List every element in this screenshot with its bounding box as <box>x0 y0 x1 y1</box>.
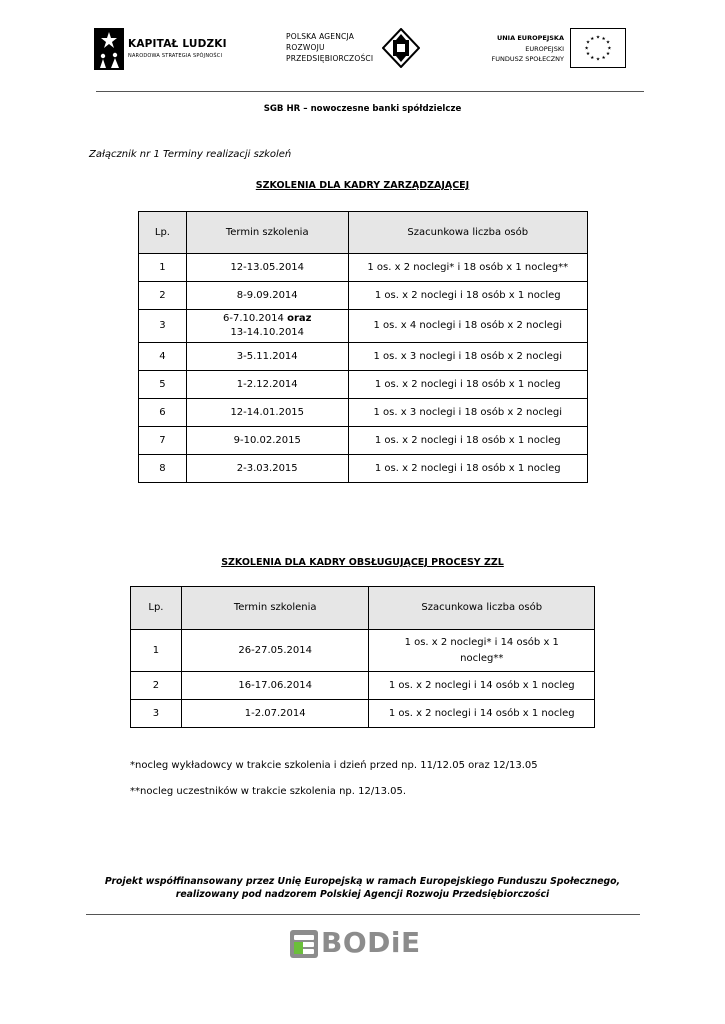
table-row <box>131 630 595 672</box>
column-header: Termin szkolenia <box>181 587 369 630</box>
training-date: 1-2.12.2014 <box>186 371 348 399</box>
section1-table <box>138 211 588 483</box>
column-header: Szacunkowa liczba osób <box>369 587 595 630</box>
training-date: 3-5.11.2014 <box>186 343 348 371</box>
participants <box>369 630 595 672</box>
row-number: 1 <box>139 254 187 282</box>
footnote: *nocleg wykładowcy w trakcie szkolenia i dzień przed np. 11/12.05 oraz 12/13.05 <box>130 760 538 771</box>
svg-text:★: ★ <box>601 55 606 61</box>
participants: 1 os. x 3 noclegi i 18 osób x 2 noclegi <box>348 399 587 427</box>
participants-line: 1 os. x 2 noclegi* i 14 osób x 1 <box>404 636 559 648</box>
svg-text:★: ★ <box>595 35 601 41</box>
section1-heading: SZKOLENIA DLA KADRY ZARZĄDZAJĄCEJ <box>255 180 470 191</box>
footer-text <box>0 876 725 901</box>
training-date: 1-2.07.2014 <box>181 700 369 728</box>
footer-line: realizowany pod nadzorem Polskiej Agencji Rozwoju Przedsiębiorczości <box>175 888 550 900</box>
parp-name <box>286 31 373 64</box>
row-number: 2 <box>131 672 182 700</box>
table-row <box>139 254 588 282</box>
svg-text:★: ★ <box>595 57 601 63</box>
row-number: 6 <box>139 399 187 427</box>
participants: 1 os. x 2 noclegi i 14 osób x 1 nocleg <box>369 672 595 700</box>
svg-text:★: ★ <box>607 46 612 52</box>
training-date <box>186 310 348 343</box>
parp-line: POLSKA AGENCJA <box>286 32 355 41</box>
row-number: 3 <box>131 700 182 728</box>
eu-logo <box>470 28 626 70</box>
eu-flag-icon <box>570 28 626 68</box>
row-number: 3 <box>139 310 187 343</box>
table-header-row <box>131 587 595 630</box>
bodie-logo <box>290 926 440 961</box>
training-date: 12-13.05.2014 <box>186 254 348 282</box>
section2-heading: SZKOLENIA DLA KADRY OBSŁUGUJĄCEJ PROCESY ZZL <box>221 557 504 568</box>
training-date: 9-10.02.2015 <box>186 427 348 455</box>
participants: 1 os. x 2 noclegi i 14 osób x 1 nocleg <box>369 700 595 728</box>
column-header: Lp. <box>131 587 182 630</box>
participants: 1 os. x 2 noclegi i 18 osób x 1 nocleg <box>348 371 587 399</box>
table-row <box>139 455 588 483</box>
svg-text:★: ★ <box>584 46 589 52</box>
table-row <box>131 700 595 728</box>
column-header: Lp. <box>139 212 187 254</box>
svg-text:★: ★ <box>590 55 595 61</box>
table-row <box>139 399 588 427</box>
bodie-wordmark: BODiE <box>321 926 421 959</box>
row-number: 8 <box>139 455 187 483</box>
table-row <box>139 427 588 455</box>
participants: 1 os. x 3 noclegi i 18 osób x 2 noclegi <box>348 343 587 371</box>
bodie-emblem-icon <box>290 930 318 958</box>
svg-text:★: ★ <box>605 40 611 46</box>
kapital-ludzki-subtitle: NARODOWA STRATEGIA SPÓJNOŚCI <box>128 53 223 59</box>
annex-title: Załącznik nr 1 Terminy realizacji szkoleń <box>89 149 292 160</box>
table-row <box>139 282 588 310</box>
parp-line: ROZWOJU <box>286 43 325 52</box>
svg-text:★: ★ <box>585 40 591 46</box>
parp-logo <box>286 28 422 70</box>
training-date: 8-9.09.2014 <box>186 282 348 310</box>
date-part: 13-14.10.2014 <box>230 327 305 338</box>
training-date: 16-17.06.2014 <box>181 672 369 700</box>
eu-name <box>491 33 564 65</box>
row-number: 4 <box>139 343 187 371</box>
table-row <box>139 310 588 343</box>
training-date: 2-3.03.2015 <box>186 455 348 483</box>
footer-divider <box>86 914 640 915</box>
parp-line: PRZEDSIĘBIORCZOŚCI <box>286 54 374 63</box>
table-row <box>139 343 588 371</box>
section2-table <box>130 586 595 728</box>
table-row <box>131 672 595 700</box>
eu-line: EUROPEJSKI <box>525 44 564 53</box>
date-conjunction: oraz <box>287 313 312 324</box>
kapital-ludzki-title: KAPITAŁ LUDZKI <box>128 38 227 50</box>
kapital-ludzki-logo <box>94 28 227 70</box>
row-number: 2 <box>139 282 187 310</box>
footnote: **nocleg uczestników w trakcie szkolenia np. 12/13.05. <box>130 786 407 797</box>
participants: 1 os. x 2 noclegi i 18 osób x 1 nocleg <box>348 427 587 455</box>
footer-line: Projekt współfinansowany przez Unię Europejską w ramach Europejskiego Funduszu Społecznego, <box>104 876 621 887</box>
parp-emblem-icon <box>382 28 420 68</box>
participants: 1 os. x 4 noclegi i 18 osób x 2 noclegi <box>348 310 587 343</box>
participants-line: nocleg** <box>460 652 504 664</box>
eu-line: FUNDUSZ SPOŁECZNY <box>491 55 564 63</box>
training-date: 12-14.01.2015 <box>186 399 348 427</box>
eu-line: UNIA EUROPEJSKA <box>496 34 564 42</box>
row-number: 7 <box>139 427 187 455</box>
participants: 1 os. x 2 noclegi i 18 osób x 1 nocleg <box>348 282 587 310</box>
column-header: Szacunkowa liczba osób <box>348 212 587 254</box>
svg-text:★: ★ <box>605 52 611 58</box>
table-row <box>139 371 588 399</box>
table-header-row <box>139 212 588 254</box>
training-date: 26-27.05.2014 <box>181 630 369 672</box>
row-number: 5 <box>139 371 187 399</box>
header-divider <box>96 91 644 92</box>
row-number: 1 <box>131 630 182 672</box>
svg-text:★: ★ <box>585 52 591 58</box>
kapital-ludzki-emblem-icon <box>94 28 124 70</box>
document-title: SGB HR – nowoczesne banki spółdzielcze <box>263 104 462 114</box>
participants: 1 os. x 2 noclegi i 18 osób x 1 nocleg <box>348 455 587 483</box>
participants: 1 os. x 2 noclegi* i 18 osób x 1 nocleg** <box>348 254 587 282</box>
column-header: Termin szkolenia <box>186 212 348 254</box>
svg-text:★: ★ <box>590 36 595 42</box>
svg-text:★: ★ <box>601 36 606 42</box>
date-part: 6-7.10.2014 <box>223 313 284 324</box>
